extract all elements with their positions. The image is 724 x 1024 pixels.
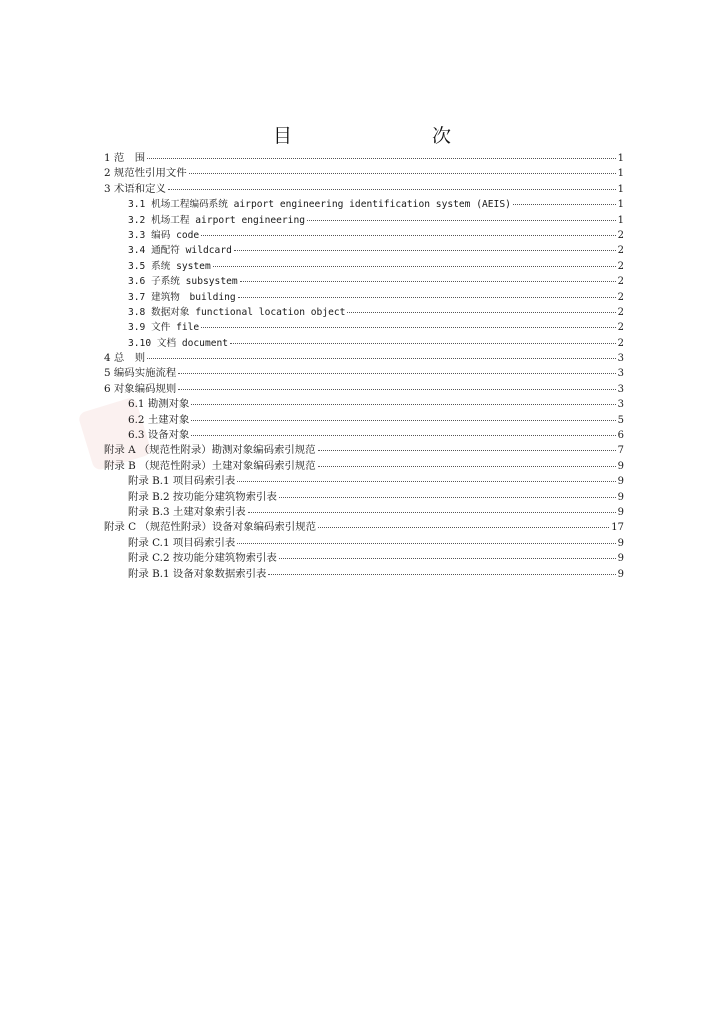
toc-entry[interactable] xyxy=(104,182,624,197)
toc-dot-leader xyxy=(178,373,615,374)
toc-entry[interactable] xyxy=(104,166,624,181)
toc-entry-label: 3.7 建筑物 building xyxy=(128,291,236,303)
toc-entry[interactable] xyxy=(104,536,624,551)
toc-page-number: 2 xyxy=(617,229,624,241)
toc-page-number: 9 xyxy=(617,491,624,503)
toc-entry[interactable] xyxy=(104,213,624,228)
toc-page-number: 3 xyxy=(617,353,624,365)
toc-entry-label: 3.2 机场工程 airport engineering xyxy=(128,214,305,226)
toc-page-number: 1 xyxy=(617,153,624,164)
toc-page-number: 9 xyxy=(617,553,624,565)
toc-dot-leader xyxy=(279,558,616,559)
toc-entry-label: 附录 B.2 按功能分建筑物索引表 xyxy=(128,490,277,503)
toc-dot-leader xyxy=(268,574,615,575)
toc-dot-leader xyxy=(237,543,615,544)
toc-dot-leader xyxy=(147,358,616,359)
toc-entry-label: 附录 B.3 土建对象索引表 xyxy=(128,505,246,518)
toc-entry[interactable] xyxy=(104,505,624,520)
toc-dot-leader xyxy=(178,389,615,390)
toc-dot-leader xyxy=(234,250,616,251)
toc-page-number: 2 xyxy=(617,291,624,303)
toc-entry-label: 附录 A （规范性附录）勘测对象编码索引规范 xyxy=(104,444,316,457)
toc-dot-leader xyxy=(279,497,616,498)
toc-dot-leader xyxy=(191,435,615,436)
toc-entry[interactable] xyxy=(104,567,624,582)
toc-entry[interactable] xyxy=(104,474,624,489)
toc-entry-label: 3.6 子系统 subsystem xyxy=(128,276,238,288)
toc-entry[interactable] xyxy=(104,551,624,566)
toc-dot-leader xyxy=(318,527,609,528)
toc-entry-label: 附录 C.2 按功能分建筑物索引表 xyxy=(128,552,277,565)
toc-page-number: 3 xyxy=(617,383,624,395)
toc-entry-label: 3.4 通配符 wildcard xyxy=(128,245,232,257)
toc-entry[interactable] xyxy=(104,490,624,505)
toc-page-number: 2 xyxy=(617,245,624,257)
toc-dot-leader xyxy=(307,220,616,221)
toc-dot-leader xyxy=(168,189,616,190)
toc-entry-label: 3 术语和定义 xyxy=(104,182,166,195)
toc-entry-label: 3.5 系统 system xyxy=(128,260,211,272)
toc-entry[interactable] xyxy=(104,428,624,443)
toc-entry-label: 附录 B.1 设备对象数据索引表 xyxy=(128,567,267,580)
toc-page-number: 7 xyxy=(617,445,624,457)
toc-entry[interactable] xyxy=(104,397,624,412)
toc-entry-label: 附录 C.1 项目码索引表 xyxy=(128,536,236,549)
toc-entry[interactable] xyxy=(104,151,624,166)
toc-entry-label: 6 对象编码规则 xyxy=(104,382,177,395)
toc-entry[interactable] xyxy=(104,459,624,474)
toc-page-number: 1 xyxy=(617,168,624,180)
toc-entry-label: 6.1 勘测对象 xyxy=(128,398,190,411)
toc-entry-label: 3.9 文件 file xyxy=(128,322,200,334)
toc-dot-leader xyxy=(347,312,615,313)
table-of-contents xyxy=(104,151,624,582)
toc-dot-leader xyxy=(318,450,616,451)
toc-entry-label: 5 编码实施流程 xyxy=(104,367,177,380)
toc-dot-leader xyxy=(147,158,616,159)
toc-dot-leader xyxy=(191,404,615,405)
toc-page-number: 9 xyxy=(617,568,624,580)
toc-entry-label: 6.3 设备对象 xyxy=(128,429,190,442)
toc-page-number: 2 xyxy=(617,337,624,349)
toc-title: 目 次 xyxy=(272,125,485,147)
toc-page-number: 1 xyxy=(617,214,624,226)
toc-dot-leader xyxy=(513,204,616,205)
toc-page-number: 17 xyxy=(611,522,624,534)
toc-dot-leader xyxy=(201,327,615,328)
toc-dot-leader xyxy=(240,281,616,282)
toc-entry-label: 4 总 则 xyxy=(104,352,146,365)
toc-entry[interactable] xyxy=(104,243,624,258)
toc-entry[interactable] xyxy=(104,351,624,366)
toc-page-number: 9 xyxy=(617,506,624,518)
toc-dot-leader xyxy=(248,512,616,513)
toc-entry[interactable] xyxy=(104,336,624,351)
toc-entry[interactable] xyxy=(104,413,624,428)
toc-dot-leader xyxy=(238,297,616,298)
toc-entry-label: 3.8 数据对象 functional location object xyxy=(128,306,346,318)
toc-page-number: 9 xyxy=(617,460,624,472)
toc-entry[interactable] xyxy=(104,274,624,289)
toc-dot-leader xyxy=(213,266,616,267)
toc-entry-label: 3.3 编码 code xyxy=(128,229,200,241)
toc-entry-label: 附录 B.1 项目码索引表 xyxy=(128,475,236,488)
toc-page-number: 9 xyxy=(617,537,624,549)
toc-entry[interactable] xyxy=(104,290,624,305)
toc-page-number: 3 xyxy=(617,399,624,411)
toc-page-number: 2 xyxy=(617,322,624,334)
toc-entry[interactable] xyxy=(104,320,624,335)
toc-entry-label: 3.10 文档 document xyxy=(128,337,229,349)
toc-dot-leader xyxy=(191,420,615,421)
toc-entry[interactable] xyxy=(104,520,624,535)
toc-entry-label: 1 范 围 xyxy=(104,152,146,164)
toc-entry-label: 6.2 土建对象 xyxy=(128,413,190,426)
toc-page-number: 2 xyxy=(617,306,624,318)
toc-dot-leader xyxy=(237,481,615,482)
toc-entry-label: 附录 C （规范性附录）设备对象编码索引规范 xyxy=(104,521,316,534)
toc-entry[interactable] xyxy=(104,228,624,243)
toc-page-number: 6 xyxy=(617,430,624,442)
toc-page-number: 2 xyxy=(617,260,624,272)
toc-page-number: 9 xyxy=(617,476,624,488)
toc-page-number: 1 xyxy=(617,199,624,211)
toc-entry[interactable] xyxy=(104,366,624,381)
toc-dot-leader xyxy=(318,466,616,467)
toc-entry[interactable] xyxy=(104,259,624,274)
toc-entry[interactable] xyxy=(104,197,624,212)
toc-dot-leader xyxy=(189,173,616,174)
toc-page-number: 2 xyxy=(617,276,624,288)
toc-entry-label: 3.1 机场工程编码系统 airport engineering identification system (AEIS) xyxy=(128,199,511,211)
toc-page-number: 3 xyxy=(617,368,624,380)
toc-entry[interactable] xyxy=(104,443,624,458)
toc-page-number: 5 xyxy=(617,414,624,426)
toc-dot-leader xyxy=(201,235,615,236)
toc-page-number: 1 xyxy=(617,183,624,195)
toc-dot-leader xyxy=(230,343,616,344)
toc-entry-label: 2 规范性引用文件 xyxy=(104,167,187,180)
toc-entry-label: 附录 B （规范性附录）土建对象编码索引规范 xyxy=(104,459,316,472)
toc-entry[interactable] xyxy=(104,305,624,320)
toc-entry[interactable] xyxy=(104,382,624,397)
